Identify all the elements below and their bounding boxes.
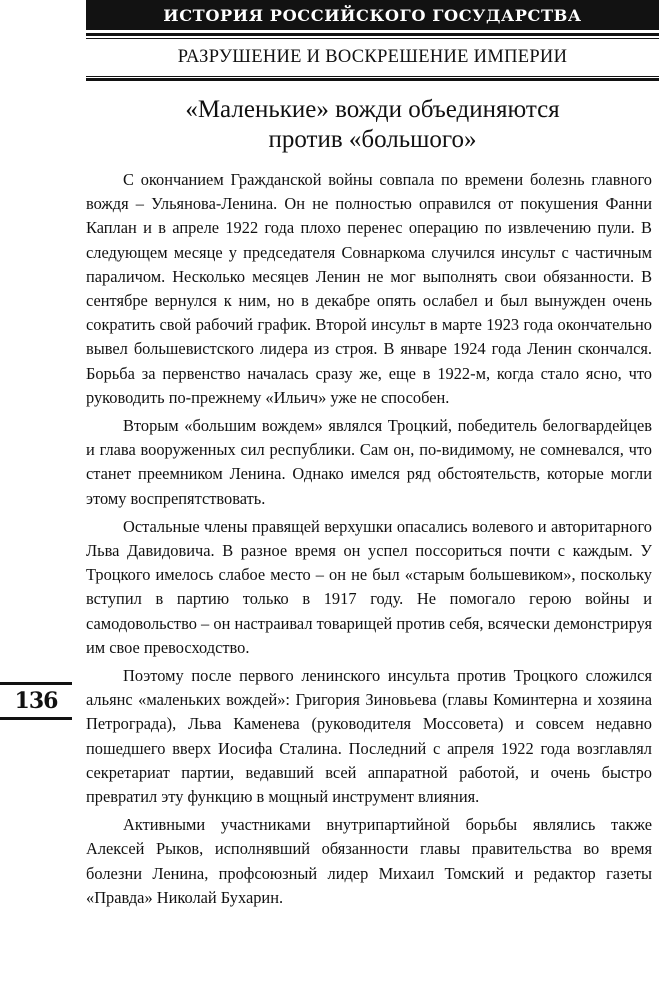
article-title-line-2: против «большого» [268, 126, 477, 153]
paragraph-1: С окончанием Гражданской войны совпала по времени болезнь главного вождя – Ульянова-Ленина. Он не полностью оправился от покушения Фанни Каплан и в апреле 1922 года плохо перенес операцию по извлечению пули. В следующем месяце у председателя Совнаркома случился инсульт с частичным параличом. Несколько месяцев Ленин не мог выполнять свои обязанности. В сентябре вернулся к ним, но в декабре опять ослабел и был вынужден очень сократить свой рабочий график. Второй инсульт в марте 1923 года окончательно вывел большевистского лидера из строя. В январе 1924 года Ленин скончался. Борьба за первенство началась сразу же, еще в 1922-м, когда стало ясно, что руководить по-прежнему «Ильич» уже не способен. [86, 170, 652, 407]
header-rule-thin [86, 38, 659, 39]
article-title-line-1: «Маленькие» вожди объединяются [185, 96, 560, 123]
section-rule-thin [86, 76, 659, 77]
series-title-band [86, 0, 659, 30]
paragraph-4: Поэтому после первого ленинского инсульта против Троцкого сложился альянс «маленьких вождей»: Григория Зиновьева (главы Коминтерна и хозяина Петрограда), Льва Каменева (руководителя Моссовета) и совсем недавно пошедшего вверх Иосифа Сталина. Последний с апреля 1922 года возглавлял секретариат партии, ведавший всей аппаратной работой, и очень быстро превратил эту функцию в мощный инструмент влияния. [86, 666, 652, 807]
header-rule-thick [86, 33, 659, 36]
article-title [86, 95, 659, 155]
section-rule-thick [86, 78, 659, 81]
paragraph-3: Остальные члены правящей верхушки опасались волевого и авторитарного Льва Давидовича. В разное время он успел поссориться почти с каждым. У Троцкого имелось слабое место – он не был «старым большевиком», поскольку вступил в партию только в 1917 году. Не помогало герою войны и самодовольство – он настраивал товарищей против себя, всячески демонстрируя им свое превосходство. [86, 516, 652, 657]
series-title: ИСТОРИЯ РОССИЙСКОГО ГОСУДАРСТВА [163, 5, 582, 25]
article-body [86, 168, 652, 914]
paragraph-2: Вторым «большим вождем» являлся Троцкий, победитель белогвардейцев и глава вооруженных сил республики. Сам он, по-видимому, не сомневался, что станет преемником Ленина. Однако имелся ряд обстоятельств, которые могли этому воспрепятствовать. [86, 416, 652, 508]
section-title: РАЗРУШЕНИЕ И ВОСКРЕШЕНИЕ ИМПЕРИИ [177, 47, 568, 67]
page-number-rule-bottom [0, 717, 72, 720]
paragraph-5: Активными участниками внутрипартийной борьбы являлись также Алексей Рыков, исполнявший обязанности главы правительства во время болезни Ленина, профсоюзный лидер Михаил Томский и редактор газеты «Правда» Николай Бухарин. [86, 815, 652, 907]
page-number: 136 [14, 688, 58, 714]
page-number-rule-top [0, 682, 72, 685]
